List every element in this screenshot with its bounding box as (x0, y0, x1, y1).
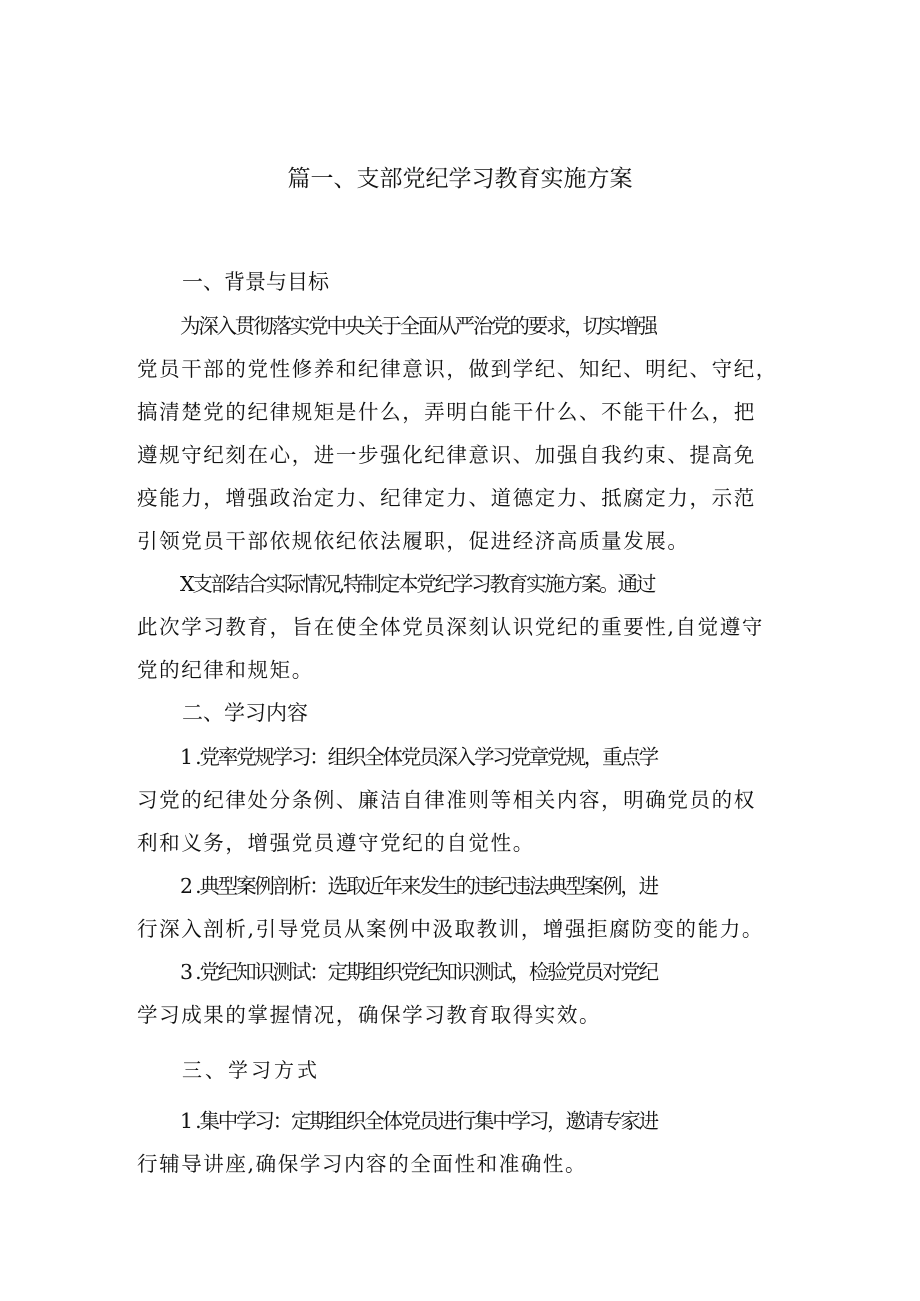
paragraph-line: 引领党员干部依规依纪依法履职，促进经济高质量发展。 (137, 529, 690, 553)
paragraph-line: 遵规守纪刻在心，进一步强化纪律意识、加强自我约束、提高免 (137, 443, 756, 467)
section-heading-background: 一、背景与目标 (182, 270, 329, 294)
paragraph-line: 党员干部的党性修养和纪律意识，做到学纪、知纪、明纪、守纪， (137, 357, 778, 381)
paragraph-line: 党的纪律和规矩。 (137, 658, 314, 682)
paragraph-line: 搞清楚党的纪律规矩是什么，弄明白能干什么、不能干什么，把 (137, 400, 756, 424)
list-item-line: 利和义务，增强党员遵守党纪的自觉性。 (137, 831, 535, 855)
section-heading-content: 二、学习内容 (182, 701, 308, 725)
section-heading-methods: 三、学习方式 (182, 1058, 320, 1082)
paragraph-line: 此次学习教育，旨在使全体党员深刻认识党纪的重要性,自觉遵守 (137, 615, 764, 639)
list-item-line: 行深入剖析,引导党员从案例中汲取教训，增强拒腐防变的能力。 (137, 917, 764, 941)
paragraph-line: 为深入贯彻落实党中央关于全面从严治党的要求，切实增强 (180, 314, 656, 338)
list-item-line: 行辅导讲座,确保学习内容的全面性和准确性。 (137, 1152, 588, 1176)
document-title: 篇一、支部党纪学习教育实施方案 (287, 166, 633, 192)
list-item-line: 1 .集中学习：定期组织全体党员进行集中学习，邀请专家进 (180, 1109, 657, 1133)
list-item-line: 3 .党纪知识测试：定期组织党纪知识测试，检验党员对党纪 (180, 960, 657, 984)
paragraph-line: X支部结合实际情况,特制定本党纪学习教育实施方案。通过 (180, 572, 655, 596)
list-item-line: 2 .典型案例剖析：选取近年来发生的违纪违法典型案例，进 (180, 874, 657, 898)
paragraph-line: 疫能力，增强政治定力、纪律定力、道德定力、抵腐定力，示范 (137, 486, 756, 510)
list-item-line: 学习成果的掌握情况，确保学习教育取得实效。 (137, 1003, 602, 1027)
list-item-line: 习党的纪律处分条例、廉洁自律准则等相关内容，明确党员的权 (137, 788, 756, 812)
list-item-line: 1 .党率党规学习：组织全体党员深入学习党章党规，重点学 (180, 745, 657, 769)
